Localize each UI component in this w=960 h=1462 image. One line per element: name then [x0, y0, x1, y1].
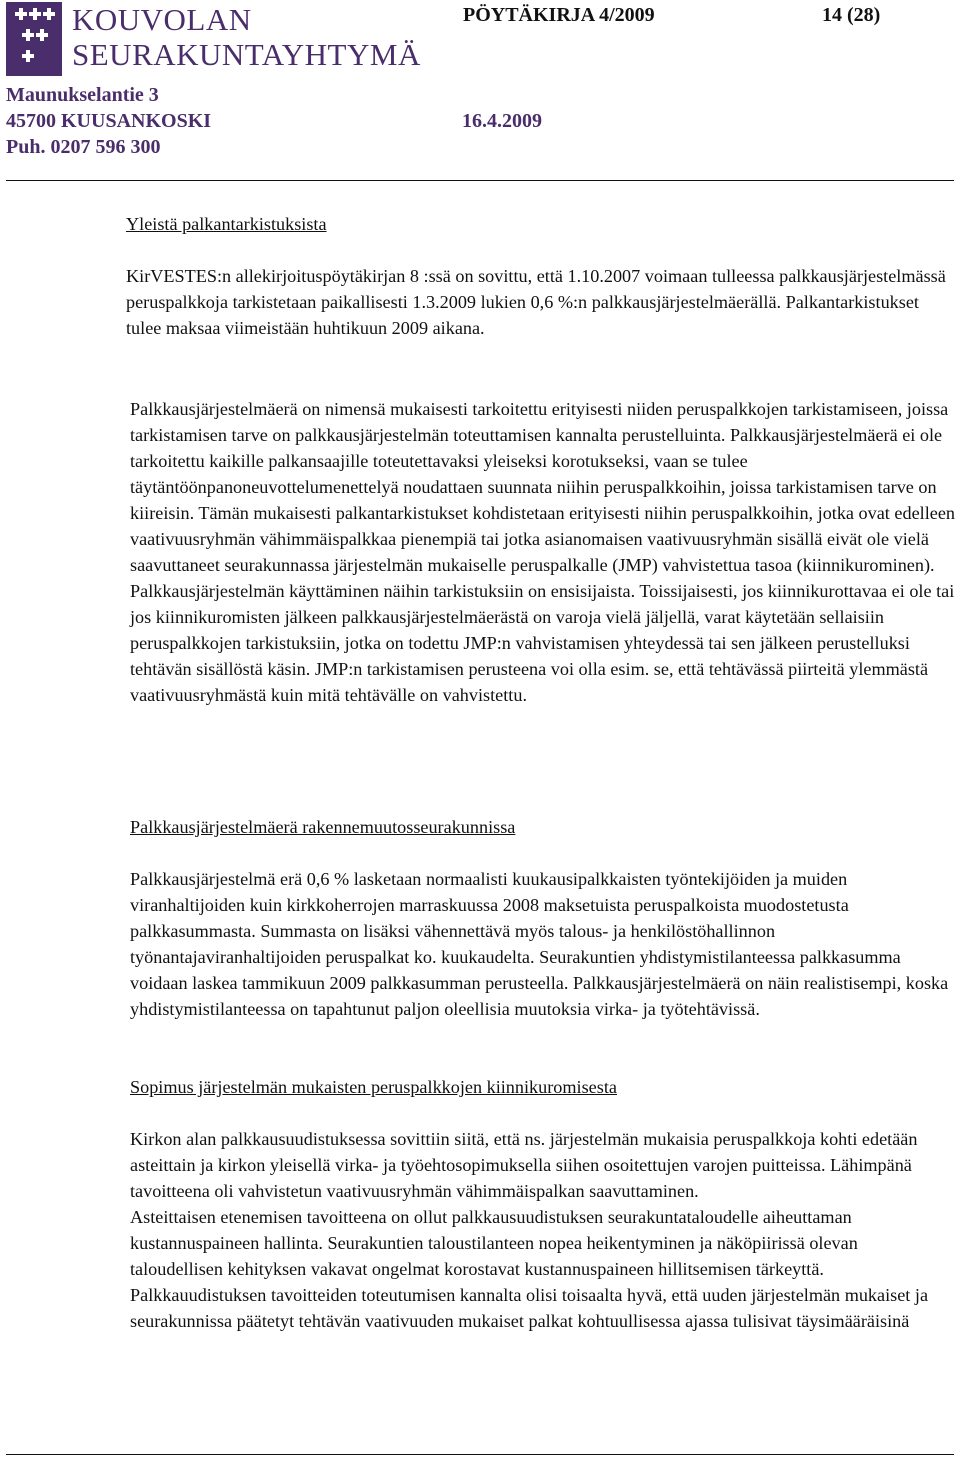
- section-general: [126, 211, 934, 237]
- section-heading-catch-up-agreement: Sopimus järjestelmän mukaisten peruspalkkojen kiinnikuromisesta: [130, 1077, 617, 1097]
- paragraph-erä-purpose: [130, 396, 958, 708]
- paragraph-text: Palkkausjärjestelmä erä 0,6 % lasketaan normaalisti kuukausipalkkaisten työntekijöiden ja muiden viranhaltijoiden kuin kirkkoherrojen marraskuussa 2008 maksetuista peruspalkoista muodostetusta palkkasummasta. Summasta on lisäksi vähennettävä myös talous- ja henkilöstöhallinnon työnantajaviranhaltijoiden peruspalkat ko. kuukaudelta. Seurakuntien yhdistymistilanteessa palkkasumma voidaan laskea tammikuun 2009 palkkasumman perusteella. Palkkausjärjestelmäerä on näin realistisempi, koska yhdistymistilanteessa on tapahtunut paljon oleellisia muutoksia virka- ja työtehtävissä.: [130, 869, 949, 1019]
- footer-divider: [6, 1454, 954, 1455]
- section-heading-general: Yleistä palkantarkistuksista: [126, 214, 327, 234]
- paragraph-text: Palkkausjärjestelmäerä on nimensä mukaisesti tarkoitettu erityisesti niiden peruspalkkojen tarkistamiseen, joissa tarkistamisen tarve on palkkausjärjestelmän toteuttamisen kannalta perustelluinta. Palkkausjärjestelmäerä ei ole tarkoitettu kaikille palkansaajille toteutettavaksi yleiseksi korotukseksi, vaan se tulee täytäntöönpanoneuvottelumenettelyä noudattaen suunnata niihin peruspalkkoihin, joissa tarkistamisen tarve on kiireisin. Tämän mukaisesti palkantarkistukset kohdistetaan erityisesti niihin peruspalkkoihin, jotka ovat edelleen vaativuusryhmän vähimmäispalkkaa pienempiä tai jotka asianomaisen vaativuusryhmän sisällä eivät ole vielä saavuttaneet seurakunnassa järjestelmän mukaiselle peruspalkalle (JMP) vahvistettua tasoa (kiinnikurominen). Palkkausjärjestelmän käyttäminen näihin tarkistuksiin on ensisijaista. Toissijaisesti, jos kiinnikurottavaa ei ole tai jos kiinnikuromisten jälkeen palkkausjärjestelmäerästä on varoja vielä jäljellä, varat käytetään sellaisiin peruspalkkojen tarkistuksiin, jotka on todettu JMP:n vahvistamisen yhteydessä tai sen jälkeen perustelluksi tehtävän sisällöstä käsin. JMP:n tarkistamisen perusteena voi olla esim. se, että tehtävässä piirteitä ylemmästä vaativuusryhmästä kuin mitä tehtävälle on vahvistettu.: [130, 399, 955, 705]
- section-structural-change: [130, 814, 938, 840]
- paragraph-catch-up: [130, 1126, 934, 1334]
- org-name-line2: SEURAKUNTAYHTYMÄ: [72, 37, 421, 72]
- section-heading-structural-change: Palkkausjärjestelmäerä rakennemuutosseurakunnissa: [130, 817, 516, 837]
- section-catch-up-agreement: [130, 1074, 938, 1100]
- address-street: Maunukselantie 3: [6, 84, 159, 106]
- document-date: 16.4.2009: [462, 110, 542, 132]
- address-phone: Puh. 0207 596 300: [6, 136, 161, 158]
- org-name-line1: KOUVOLAN: [72, 2, 252, 37]
- paragraph-structural-change: [130, 866, 958, 1022]
- crosses-logo-icon: [6, 2, 62, 76]
- paragraph-intro: [126, 263, 956, 341]
- paragraph-text: Asteittaisen etenemisen tavoitteena on ollut palkkausuudistuksen seurakuntataloudelle aiheuttaman kustannuspaineen hallinta. Seurakuntien taloustilanteen nopea heikentyminen ja näköpiirissä olevan taloudellisen kehityksen vakavat ongelmat korostavat kustannuspaineen hillitsemisen tärkeyttä. Palkkauudistuksen tavoitteiden toteutumisen kannalta olisi toisaalta hyvä, että uuden järjestelmän mukaiset ja seurakunnissa päätetyt tehtävän vaativuuden mukaiset palkat kohtuullisessa ajassa tulisivat täysimääräisinä: [130, 1207, 929, 1331]
- document-title: PÖYTÄKIRJA 4/2009: [463, 4, 655, 26]
- paragraph-text: Kirkon alan palkkausuudistuksessa sovittiin siitä, että ns. järjestelmän mukaisia peruspalkkoja kohti edetään asteittain ja kirkon yleisellä virka- ja työehtosopimuksella siihen osoitettujen varojen puitteissa. Lähimpänä tavoitteena oli vahvistetun vaativuusryhmän vähimmäispalkan saavuttaminen.: [130, 1129, 918, 1201]
- address-city: 45700 KUUSANKOSKI: [6, 110, 212, 132]
- page-number: 14 (28): [822, 4, 881, 26]
- paragraph-text: KirVESTES:n allekirjoituspöytäkirjan 8 :ssä on sovittu, että 1.10.2007 voimaan tulleessa palkkausjärjestelmässä peruspalkkoja tarkistetaan paikallisesti 1.3.2009 lukien 0,6 %:n palkkausjärjestelmäerällä. Palkantarkistukset tulee maksaa viimeistään huhtikuun 2009 aikana.: [126, 266, 946, 338]
- address-block: [6, 82, 211, 160]
- header-divider: [6, 180, 954, 181]
- organization-name: [72, 2, 421, 72]
